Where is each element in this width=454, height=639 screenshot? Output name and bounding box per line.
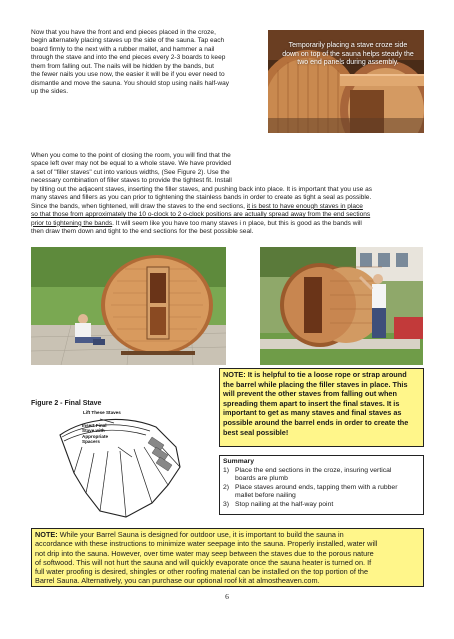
closing-line: by tilting out the adjacent staves, inserting the filler staves, and pushing back into place. It is important that you use as xyxy=(31,185,372,193)
summary-item-number: 2) xyxy=(223,483,230,491)
figure-2-insert-line: Stave with xyxy=(82,428,105,434)
summary-item-line: Stop nailing at the half-way point xyxy=(235,500,334,508)
closing-line: space left over may not be equal to a whole stave. We have provided xyxy=(31,160,232,168)
note-outdoor-line xyxy=(35,530,420,539)
note-outdoor-line: Barrel Sauna. Alternatively, you can purchase our optional roof kit at almostheaven.com. xyxy=(35,576,320,586)
note-outdoor-line: full water proofing is desired, shingles or other roofing material can be installed on the top portion of the xyxy=(35,567,369,577)
summary-item-line: boards are plumb xyxy=(235,475,288,483)
figure-2-insert-line: Appropriate xyxy=(82,433,109,439)
figure-2-lift-label: Lift These Staves xyxy=(83,410,121,415)
summary-item xyxy=(223,467,420,484)
closing-line xyxy=(31,220,431,228)
closing-line-part: a set of "filler staves" cut into various widths, (See Figure 2). Use the xyxy=(31,168,230,176)
figure-2-drawing xyxy=(56,407,188,521)
summary-item-text xyxy=(235,467,391,484)
summary-item-line: mallet before nailing xyxy=(235,492,296,500)
figure-2-label: Figure 2 - Final Stave xyxy=(31,400,102,407)
figure-2-insert-line: Insert Final xyxy=(82,423,107,428)
note-rope-line: will prevent the other staves from falling out when xyxy=(223,389,397,399)
summary-item-text xyxy=(235,501,333,510)
note-rope-line: spreading them apart to insert the final staves. It is xyxy=(223,398,400,408)
note-outdoor-line: of softwood. This will not hurt the sauna and will quickly evaporate once the sauna heater is turned on. If xyxy=(35,557,372,567)
photo-top-caption-line: Temporarily placing a stave croze side xyxy=(288,42,408,49)
photo-lifting-staves-image xyxy=(260,247,423,365)
page-number: 6 xyxy=(225,592,229,601)
summary-item-line: Place staves around ends, tapping them with a rubber xyxy=(235,483,398,491)
closing-line-part: Since the bands, when tightened, will draw the staves to the end sections, xyxy=(31,202,247,210)
note-outdoor-line: accordance with these instructions to minimize water seepage into the sauna. Properly installed, water will xyxy=(35,539,378,549)
closing-paragraph-narrow xyxy=(31,152,271,186)
photo-lifting-staves xyxy=(260,247,423,365)
note-rope-line: best seal possible! xyxy=(223,427,289,437)
intro-line: through the stave and into the end pieces every 2-3 boards to keep xyxy=(31,54,226,62)
intro-paragraph xyxy=(31,29,263,97)
summary-item-number: 3) xyxy=(223,500,230,508)
summary-list xyxy=(223,467,420,510)
closing-paragraph-wide xyxy=(31,186,431,237)
closing-line xyxy=(31,203,431,211)
photo-stave-assembly xyxy=(268,30,424,133)
note-outdoor-box xyxy=(31,528,424,587)
intro-line: the fewer nails you use now, the easier it will be if you ever need to xyxy=(31,71,225,79)
figure-2-diagram xyxy=(56,407,188,521)
photo-kneeling-assembly xyxy=(31,247,226,365)
intro-line: board firmly to the next with a rubber mallet, and hammer a nail xyxy=(31,45,215,53)
intro-line: up the sides. xyxy=(31,88,69,96)
summary-item xyxy=(223,484,420,501)
intro-line: begin alternately placing staves up the side of the sauna. Tap each xyxy=(31,37,225,45)
closing-line: When you come to the point of closing the room, you will find that the xyxy=(31,152,231,159)
note-outdoor-line: not drip into the sauna. However, over time water may seep between the staves due to the porous nature xyxy=(35,548,374,558)
intro-line: them from falling out. The nails will be hidden by the bands, but xyxy=(31,62,214,70)
summary-item-line: Place the end sections in the croze, insuring vertical xyxy=(235,466,392,474)
closing-line: many staves and fillers as you can prior to tightening the stainless bands in order to create as tight a seal as possible. xyxy=(31,194,372,202)
intro-line: dismantle and move the sauna. You should stop using nails half-way xyxy=(31,79,229,87)
note-rope-line: the barrel while placing the filler staves in place. This xyxy=(223,379,408,389)
summary-title: Summary xyxy=(223,458,254,465)
closing-line: necessary combination of filler staves to provide the tightest fit. Install xyxy=(31,177,232,185)
note-outdoor-line-text: NOTE: While your Barrel Sauna is designed for outdoor use, it is important to build the sauna in xyxy=(35,530,344,539)
summary-item-text xyxy=(235,484,397,501)
note-rope-line: possible around the barrel ends in order to create the xyxy=(223,417,409,427)
summary-box xyxy=(219,455,424,515)
closing-line: then draw them down and tight to the end sections for the best possible seal. xyxy=(31,228,254,236)
photo-top-caption xyxy=(274,42,422,68)
closing-line-part: . It will seem like you have too many staves i n place, but this is good as the bands will xyxy=(112,219,362,227)
photo-kneeling-assembly-image xyxy=(31,247,226,365)
note-rope-line: NOTE: It is helpful to tie a loose rope or strap around xyxy=(223,370,407,379)
summary-item-number: 1) xyxy=(223,466,230,474)
figure-2-insert-line: Spacers xyxy=(82,439,100,445)
photo-top-caption-line: down on top of the sauna helps steady the xyxy=(282,50,414,58)
closing-underlined-text: prior to tightening the bands xyxy=(31,219,113,227)
summary-item xyxy=(223,501,420,510)
note-rope-line: important to get as many staves and final staves as xyxy=(223,408,402,418)
figure-2-insert-label xyxy=(82,423,122,445)
closing-line xyxy=(31,169,271,177)
closing-underlined-text: so that those from approximately the 10 o-clock to 2 o-clock positions are actually spread away from the end sections xyxy=(31,211,371,219)
intro-line: Now that you have the front and end pieces placed in the croze, xyxy=(31,29,216,36)
photo-top-caption-line: two end panels during assembly. xyxy=(297,59,399,66)
closing-underlined-text: it is best to have enough staves in place xyxy=(246,202,363,210)
note-rope-box xyxy=(219,368,424,447)
